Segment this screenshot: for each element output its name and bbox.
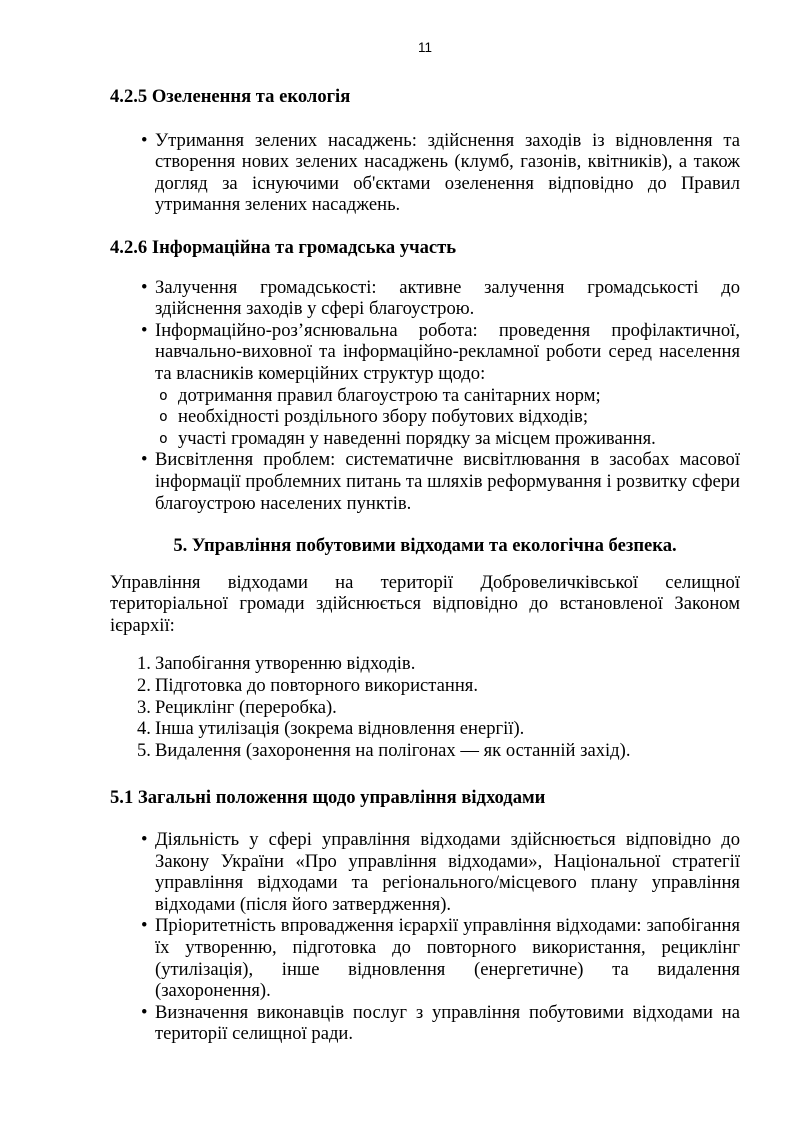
numbered-item xyxy=(110,653,740,675)
list-item-text: Діяльність у сфері управління відходами здійснюється відповідно до Закону України «Про управління відходами», Національної стратегії управління відходами та регіонального/місцевого плану управління відходами (після його затвердження). xyxy=(155,829,740,915)
bullet-icon: • xyxy=(141,829,148,851)
bullet-icon: • xyxy=(141,276,148,298)
list-item xyxy=(110,277,740,320)
numbered-item xyxy=(110,718,740,740)
list-item-text: Інформаційно-роз’яснювальна робота: проведення профілактичної, навчально-виховної та інформаційно-рекламної роботи серед населення та власників комерційних структур щодо: xyxy=(155,319,740,384)
numbered-item-text: Підготовка до повторного використання. xyxy=(155,675,479,697)
sub-list-item xyxy=(110,406,740,428)
list-item-text: Залучення громадськості: активне залучення громадськості до здійснення заходів у сфері благоустрою. xyxy=(155,276,740,320)
list-number: 3. xyxy=(137,696,151,718)
list-item xyxy=(110,829,740,915)
list-item xyxy=(110,449,740,514)
list-number: 5. xyxy=(137,739,151,761)
list-item-text: Визначення виконавців послуг з управління побутовими відходами на території селищної ради. xyxy=(155,1001,740,1045)
bullet-list-greening xyxy=(110,130,740,216)
bullet-list-public-participation xyxy=(110,277,740,385)
list-item xyxy=(110,320,740,385)
list-item xyxy=(110,130,740,216)
sub-list-item-text: необхідності роздільного збору побутових відходів; xyxy=(178,406,588,428)
numbered-item-text: Рециклінг (переробка). xyxy=(155,696,337,718)
list-item-text: Утримання зелених насаджень: здійснення заходів із відновлення та створення нових зелених насаджень (клумб, газонів, квітників), а також догляд за існуючими об'єктами озеленення відповідно до Правил утримання зелених насаджень. xyxy=(155,129,740,216)
numbered-item xyxy=(110,697,740,719)
sub-list-item xyxy=(110,428,740,450)
bullet-icon: • xyxy=(141,319,148,341)
list-number: 1. xyxy=(137,653,151,675)
circle-bullet-icon: o xyxy=(159,387,168,404)
bullet-list-waste-general xyxy=(110,829,740,1045)
list-number: 2. xyxy=(137,675,151,697)
bullet-icon: • xyxy=(141,915,148,937)
numbered-item-text: Інша утилізація (зокрема відновлення енергії). xyxy=(155,718,525,740)
circle-bullet-icon: o xyxy=(159,409,168,426)
page-number: 11 xyxy=(417,40,432,55)
bullet-icon: • xyxy=(141,449,148,471)
numbered-item xyxy=(110,740,740,762)
section-heading-5-1: 5.1 Загальні положення щодо управління відходами xyxy=(110,787,546,809)
sub-list-item xyxy=(110,385,740,407)
list-item-text: Висвітлення проблем: систематичне висвітлювання в засобах масової інформації проблемних питань та шляхів реформування і розвитку сфери благоустрою населених пунктів. xyxy=(155,449,740,514)
sub-list-item-text: дотримання правил благоустрою та санітарних норм; xyxy=(178,384,601,406)
numbered-item-text: Запобігання утворенню відходів. xyxy=(155,653,416,675)
intro-paragraph: Управління відходами на території Добровеличківської селищної територіальної громади здійснюється відповідно до встановленої Законом ієрархії: xyxy=(110,571,740,636)
circle-bullet-icon: o xyxy=(159,430,168,447)
waste-hierarchy-numbered-list xyxy=(110,653,740,761)
section-heading-4-2-5: 4.2.5 Озеленення та екологія xyxy=(110,86,351,107)
sub-list-item-text: участі громадян у наведенні порядку за місцем проживання. xyxy=(178,427,656,449)
sub-bullet-list xyxy=(110,385,740,450)
list-number: 4. xyxy=(137,718,151,740)
list-item xyxy=(110,1002,740,1045)
section-heading-4-2-6: 4.2.6 Інформаційна та громадська участь xyxy=(110,236,457,258)
list-item xyxy=(110,915,740,1001)
bullet-icon: • xyxy=(141,129,148,151)
numbered-item-text: Видалення (захоронення на полігонах — як останній захід). xyxy=(155,739,631,761)
section-heading-5: 5. Управління побутовими відходами та екологічна безпека. xyxy=(173,535,677,557)
bullet-list-public-participation-cont xyxy=(110,449,740,514)
bullet-icon: • xyxy=(141,1001,148,1023)
list-item-text: Пріоритетність впровадження ієрархії управління відходами: запобігання їх утворенню, підготовка до повторного використання, рециклінг (утилізація), інше відновлення (енергетичне) та видалення (захоронення). xyxy=(155,915,740,1002)
numbered-item xyxy=(110,675,740,697)
